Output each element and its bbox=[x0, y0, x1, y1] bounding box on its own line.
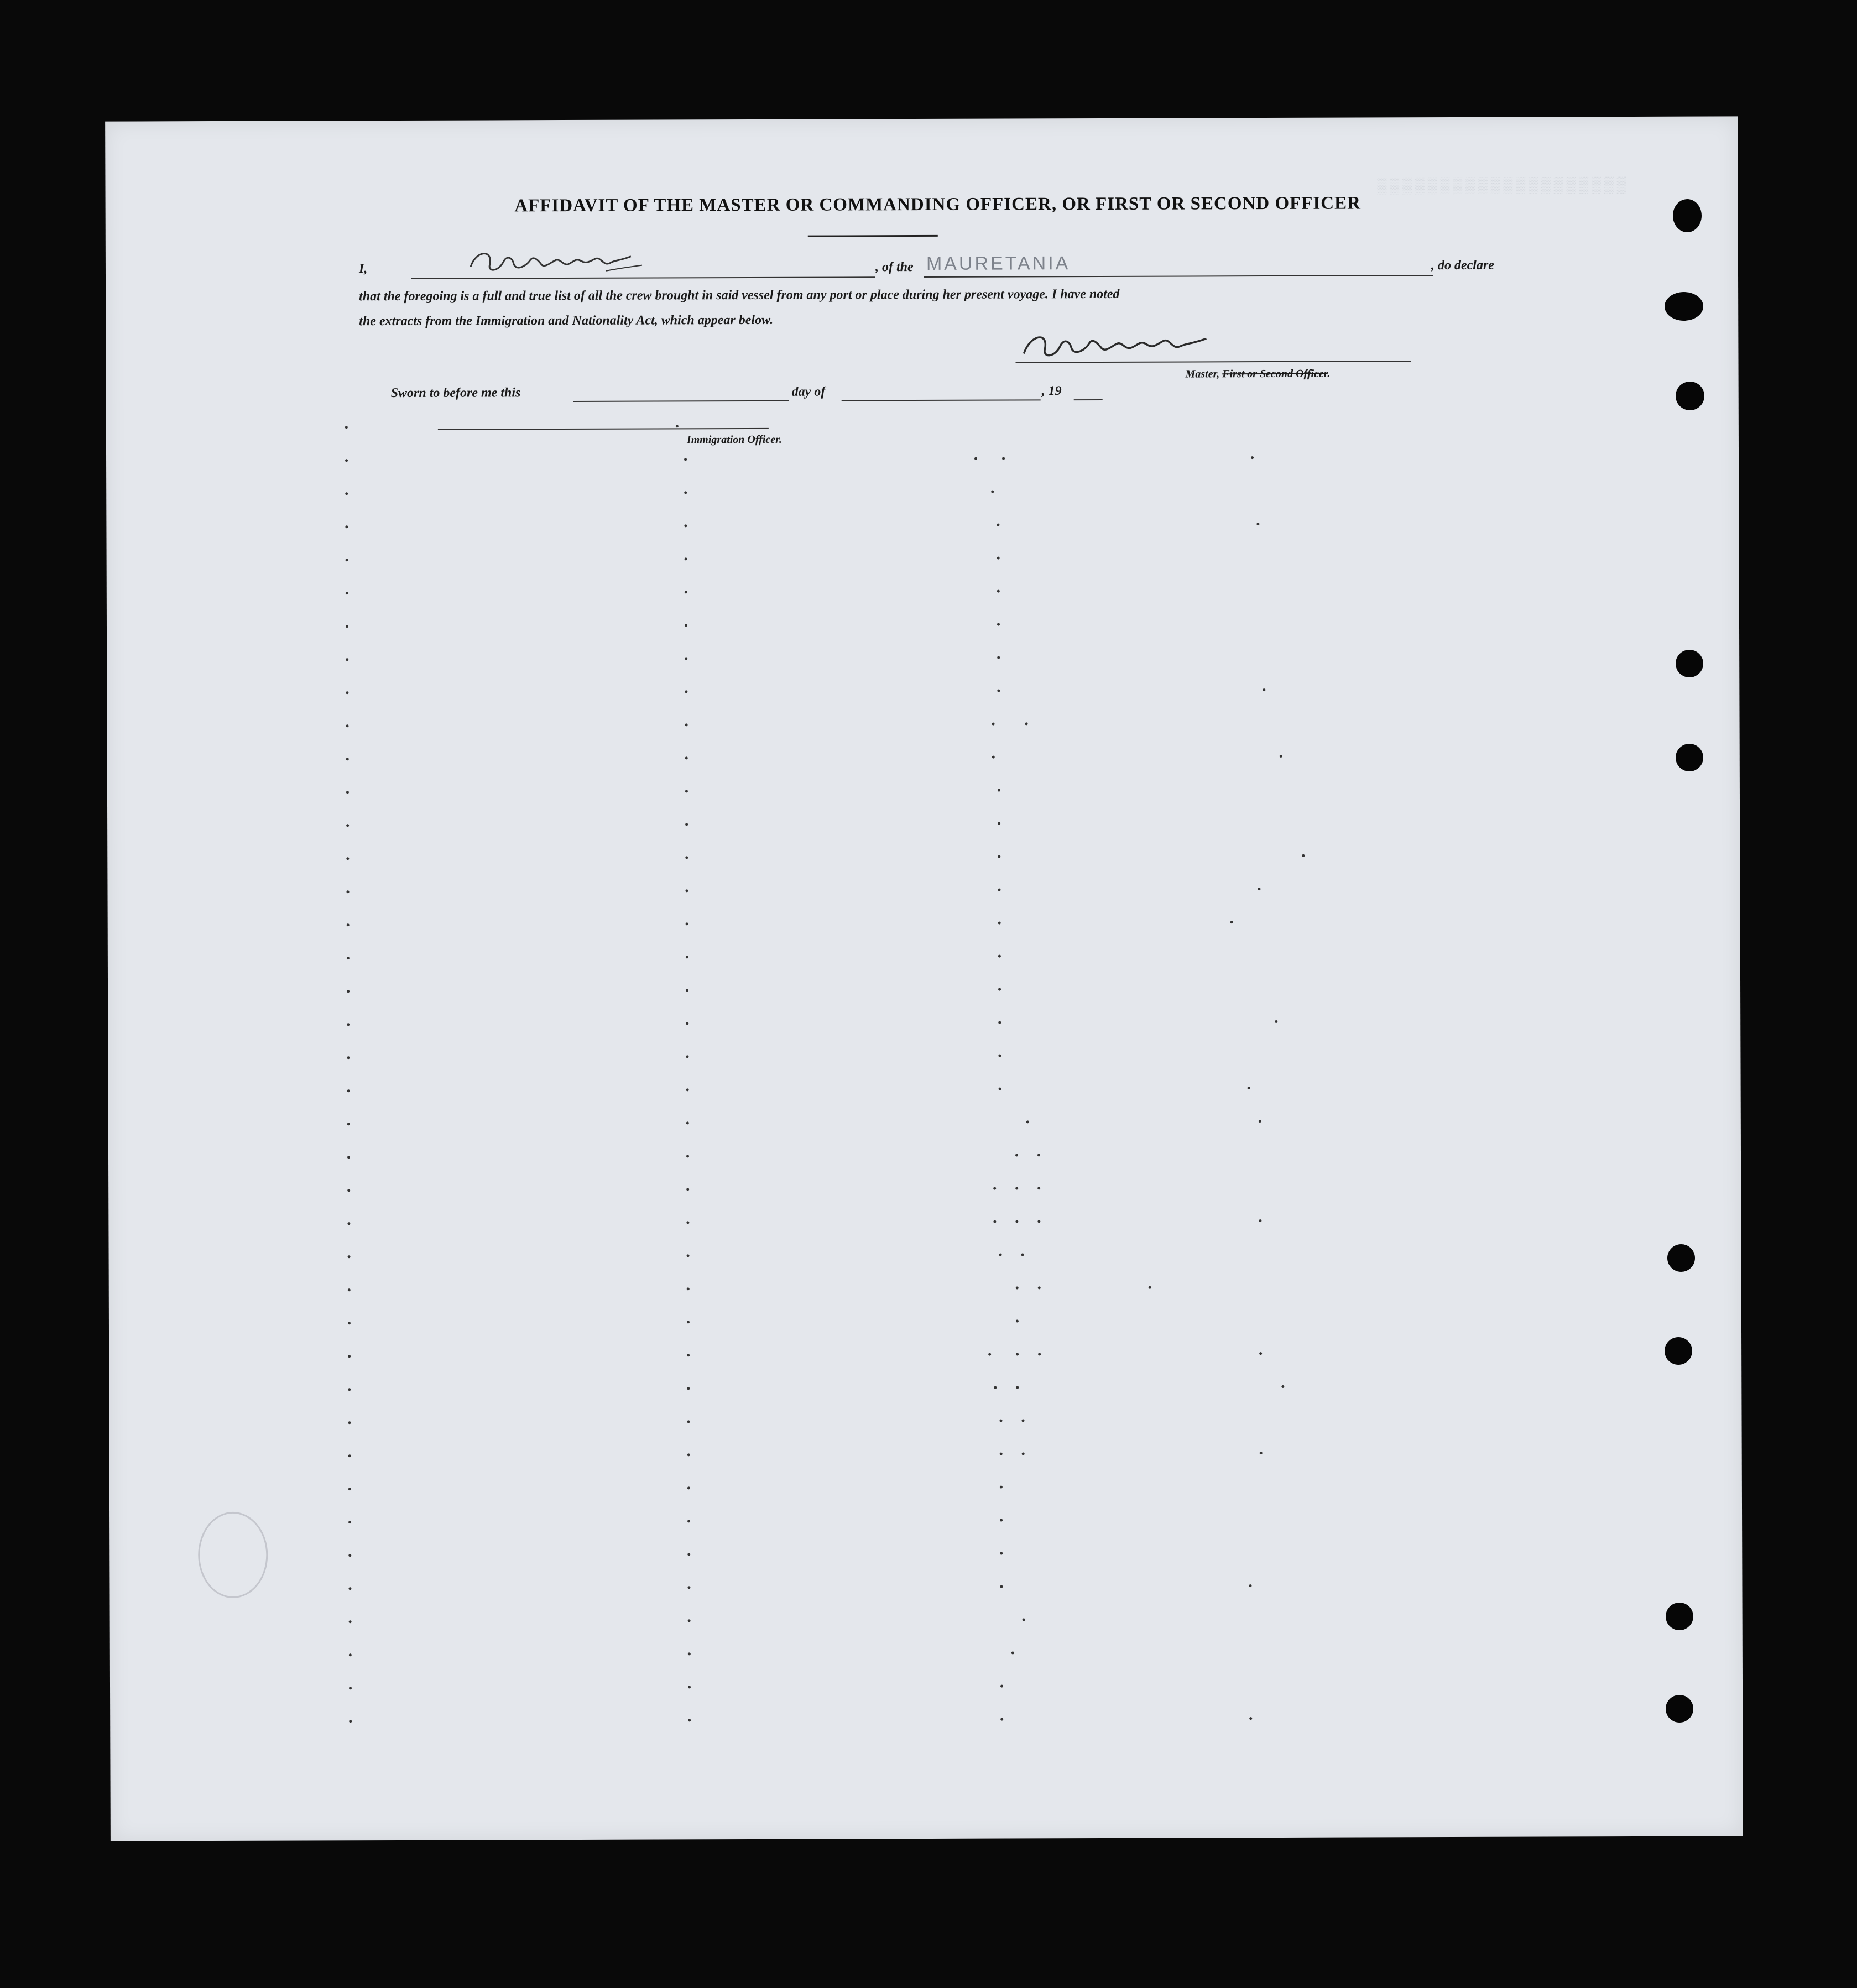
vessel-name: MAURETANIA bbox=[926, 253, 1071, 274]
sworn-day-label: day of bbox=[791, 384, 826, 399]
declaration-prefix: I, bbox=[358, 262, 368, 276]
punch-hole bbox=[1676, 744, 1703, 771]
sworn-year-blank bbox=[1074, 399, 1103, 400]
sworn-prefix: Sworn to before me this bbox=[390, 385, 521, 401]
sworn-day-blank bbox=[573, 400, 789, 402]
punch-hole bbox=[1666, 1603, 1693, 1630]
immigration-officer-caption: Immigration Officer. bbox=[686, 433, 782, 446]
master-caption bbox=[1186, 368, 1331, 381]
declaration-line-3: the extracts from the Immigration and Nationality Act, which appear below. bbox=[359, 312, 774, 329]
punch-hole bbox=[1667, 1244, 1695, 1272]
master-caption-suffix: . bbox=[1327, 367, 1331, 380]
officer-signature-top bbox=[465, 244, 648, 278]
immigration-officer-line bbox=[438, 428, 769, 430]
punch-hole bbox=[1666, 1695, 1693, 1723]
master-caption-struck: First or Second Officer bbox=[1222, 367, 1328, 380]
declaration-line-2: that the foregoing is a full and true list of all the crew brought in said vessel from any port or place during her present voyage. I have noted bbox=[359, 286, 1120, 304]
sworn-month-blank bbox=[842, 399, 1041, 401]
punch-hole bbox=[1665, 292, 1703, 321]
master-caption-prefix: Master, bbox=[1185, 368, 1223, 380]
punch-hole bbox=[1676, 650, 1703, 677]
vessel-blank-line bbox=[924, 275, 1433, 278]
document-page bbox=[105, 116, 1743, 1841]
punch-hole bbox=[1673, 199, 1702, 232]
faint-stamp-mark bbox=[198, 1512, 268, 1598]
master-signature bbox=[1018, 325, 1217, 364]
declare-label: , do declare bbox=[1431, 258, 1494, 273]
affidavit-title: AFFIDAVIT OF THE MASTER OR COMMANDING OFFICER, OR FIRST OR SECOND OFFICER bbox=[514, 193, 1361, 216]
of-the-label: , of the bbox=[875, 260, 914, 275]
punch-hole bbox=[1676, 382, 1704, 410]
punch-hole bbox=[1665, 1337, 1692, 1365]
sworn-year-label: , 19 bbox=[1041, 384, 1062, 399]
bleed-through-texture: ▒▒▒▒▒▒▒▒▒▒▒▒▒▒▒▒▒▒▒▒ bbox=[1377, 177, 1630, 196]
title-underline bbox=[808, 235, 938, 237]
